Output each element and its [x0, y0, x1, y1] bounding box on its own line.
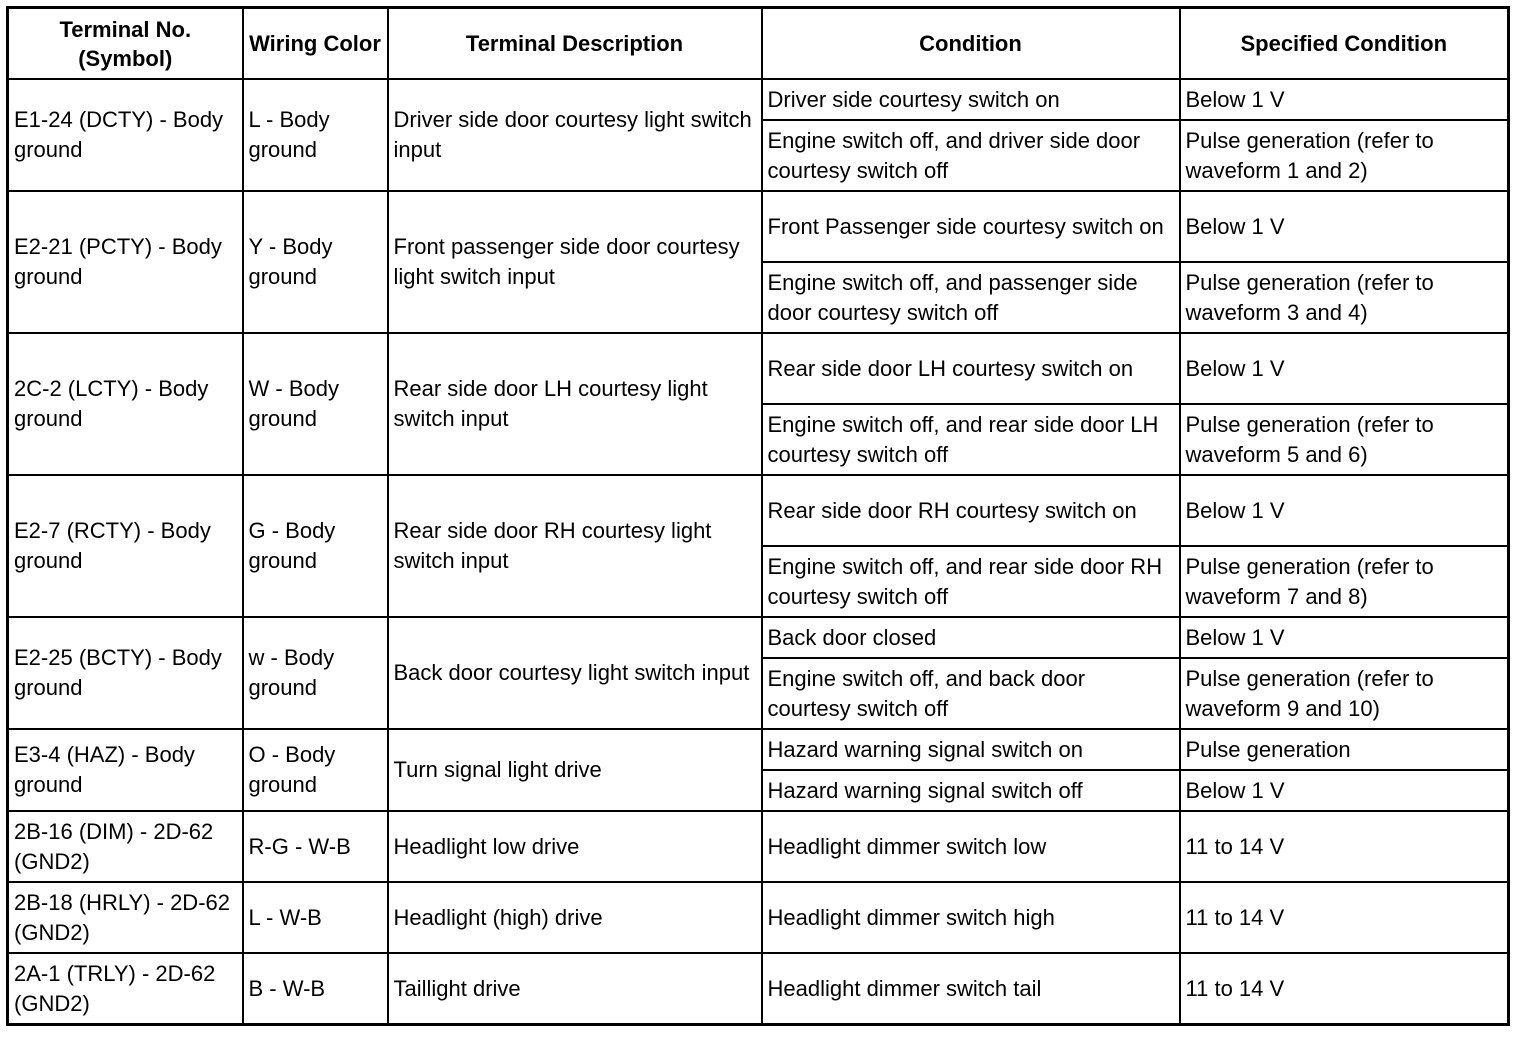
- description-cell: Rear side door LH courtesy light switch input: [388, 333, 762, 475]
- table-row: [8, 333, 1509, 404]
- specified-cell: 11 to 14 V: [1180, 811, 1509, 882]
- terminal-cell: 2B-18 (HRLY) - 2D-62 (GND2): [8, 882, 243, 953]
- description-cell: Headlight (high) drive: [388, 882, 762, 953]
- specified-cell: Pulse generation: [1180, 729, 1509, 770]
- condition-cell: Hazard warning signal switch on: [762, 729, 1180, 770]
- wiring-cell: W - Body ground: [243, 333, 388, 475]
- wiring-cell: B - W-B: [243, 953, 388, 1025]
- condition-cell: Headlight dimmer switch low: [762, 811, 1180, 882]
- table-row: [8, 79, 1509, 120]
- condition-cell: Headlight dimmer switch tail: [762, 953, 1180, 1025]
- table-header-row: [8, 8, 1509, 80]
- specified-cell: Pulse generation (refer to waveform 7 and 8): [1180, 546, 1509, 617]
- wiring-cell: Y - Body ground: [243, 191, 388, 333]
- terminal-cell: 2C-2 (LCTY) - Body ground: [8, 333, 243, 475]
- condition-cell: Hazard warning signal switch off: [762, 770, 1180, 811]
- table-row: [8, 191, 1509, 262]
- terminal-cell: 2B-16 (DIM) - 2D-62 (GND2): [8, 811, 243, 882]
- condition-cell: Engine switch off, and rear side door RH courtesy switch off: [762, 546, 1180, 617]
- specified-cell: Below 1 V: [1180, 333, 1509, 404]
- terminal-cell: E2-25 (BCTY) - Body ground: [8, 617, 243, 729]
- specified-cell: Below 1 V: [1180, 79, 1509, 120]
- specified-cell: 11 to 14 V: [1180, 882, 1509, 953]
- description-cell: Headlight low drive: [388, 811, 762, 882]
- terminal-table: [6, 6, 1510, 1026]
- specified-cell: Pulse generation (refer to waveform 5 and 6): [1180, 404, 1509, 475]
- terminal-cell: E2-7 (RCTY) - Body ground: [8, 475, 243, 617]
- condition-cell: Front Passenger side courtesy switch on: [762, 191, 1180, 262]
- condition-cell: Engine switch off, and rear side door LH courtesy switch off: [762, 404, 1180, 475]
- specified-cell: Below 1 V: [1180, 191, 1509, 262]
- table-row: [8, 953, 1509, 1025]
- condition-cell: Engine switch off, and passenger side door courtesy switch off: [762, 262, 1180, 333]
- table-row: [8, 811, 1509, 882]
- specified-cell: Below 1 V: [1180, 770, 1509, 811]
- condition-cell: Engine switch off, and driver side door courtesy switch off: [762, 120, 1180, 191]
- terminal-cell: E3-4 (HAZ) - Body ground: [8, 729, 243, 811]
- description-cell: Driver side door courtesy light switch input: [388, 79, 762, 191]
- table-row: [8, 729, 1509, 770]
- header-wiring-color: Wiring Color: [243, 8, 388, 80]
- specified-cell: Pulse generation (refer to waveform 3 and 4): [1180, 262, 1509, 333]
- condition-cell: Headlight dimmer switch high: [762, 882, 1180, 953]
- description-cell: Turn signal light drive: [388, 729, 762, 811]
- wiring-cell: L - W-B: [243, 882, 388, 953]
- terminal-cell: 2A-1 (TRLY) - 2D-62 (GND2): [8, 953, 243, 1025]
- specified-cell: Pulse generation (refer to waveform 9 and 10): [1180, 658, 1509, 729]
- header-terminal: Terminal No. (Symbol): [8, 8, 243, 80]
- header-specified-condition: Specified Condition: [1180, 8, 1509, 80]
- specified-cell: Below 1 V: [1180, 617, 1509, 658]
- terminal-cell: E1-24 (DCTY) - Body ground: [8, 79, 243, 191]
- specified-cell: Pulse generation (refer to waveform 1 and 2): [1180, 120, 1509, 191]
- condition-cell: Engine switch off, and back door courtesy switch off: [762, 658, 1180, 729]
- condition-cell: Rear side door RH courtesy switch on: [762, 475, 1180, 546]
- condition-cell: Rear side door LH courtesy switch on: [762, 333, 1180, 404]
- wiring-cell: R-G - W-B: [243, 811, 388, 882]
- wiring-cell: G - Body ground: [243, 475, 388, 617]
- table-row: [8, 882, 1509, 953]
- description-cell: Rear side door RH courtesy light switch input: [388, 475, 762, 617]
- terminal-table-wrapper: [6, 6, 1510, 1026]
- header-terminal-description: Terminal Description: [388, 8, 762, 80]
- description-cell: Taillight drive: [388, 953, 762, 1025]
- header-condition: Condition: [762, 8, 1180, 80]
- description-cell: Back door courtesy light switch input: [388, 617, 762, 729]
- wiring-cell: w - Body ground: [243, 617, 388, 729]
- table-row: [8, 617, 1509, 658]
- description-cell: Front passenger side door courtesy light switch input: [388, 191, 762, 333]
- condition-cell: Driver side courtesy switch on: [762, 79, 1180, 120]
- condition-cell: Back door closed: [762, 617, 1180, 658]
- terminal-cell: E2-21 (PCTY) - Body ground: [8, 191, 243, 333]
- specified-cell: Below 1 V: [1180, 475, 1509, 546]
- specified-cell: 11 to 14 V: [1180, 953, 1509, 1025]
- wiring-cell: O - Body ground: [243, 729, 388, 811]
- table-row: [8, 475, 1509, 546]
- wiring-cell: L - Body ground: [243, 79, 388, 191]
